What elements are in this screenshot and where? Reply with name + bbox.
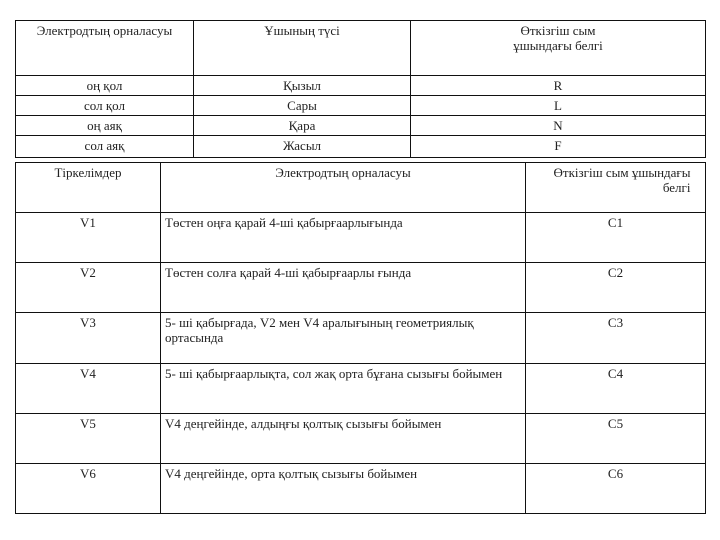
- table-row: [16, 96, 706, 116]
- cell-lead: V3: [16, 313, 161, 364]
- cell-color: Сары: [194, 96, 411, 116]
- cell-mark: R: [411, 76, 706, 96]
- header-wire-mark: [411, 21, 706, 76]
- header-electrode-position: Электродтың орналасуы: [161, 163, 526, 213]
- cell-position: 5- ші қабырғада, V2 мен V4 аралығының геометриялық ортасында: [161, 313, 526, 364]
- cell-lead: V2: [16, 263, 161, 313]
- cell-position: Төстен оңға қарай 4-ші қабырғаарлығында: [161, 213, 526, 263]
- cell-mark: C4: [526, 364, 706, 414]
- cell-position: сол қол: [16, 96, 194, 116]
- cell-color: Қара: [194, 116, 411, 136]
- cell-mark: C1: [526, 213, 706, 263]
- cell-position: оң қол: [16, 76, 194, 96]
- table-header-row: [16, 21, 706, 76]
- cell-lead: V6: [16, 464, 161, 514]
- header-wire-mark-text: Өткізгіш сым ұшындағы белгі: [553, 165, 691, 195]
- cell-mark: C5: [526, 414, 706, 464]
- header-wire-mark: [526, 163, 706, 213]
- chest-lead-table: [15, 162, 706, 514]
- cell-mark: C2: [526, 263, 706, 313]
- cell-position: сол аяқ: [16, 136, 194, 158]
- cell-lead: V5: [16, 414, 161, 464]
- cell-position: V4 деңгейінде, орта қолтық сызығы бойымен: [161, 464, 526, 514]
- header-leads: Тіркелімдер: [16, 163, 161, 213]
- cell-mark: L: [411, 96, 706, 116]
- table-row: [16, 414, 706, 464]
- cell-lead: V1: [16, 213, 161, 263]
- table-row: [16, 464, 706, 514]
- table-row: [16, 76, 706, 96]
- table-row: [16, 313, 706, 364]
- cell-color: Қызыл: [194, 76, 411, 96]
- cell-position: V4 деңгейінде, алдыңғы қолтық сызығы бойымен: [161, 414, 526, 464]
- cell-position: оң аяқ: [16, 116, 194, 136]
- table-row: [16, 213, 706, 263]
- cell-color: Жасыл: [194, 136, 411, 158]
- cell-position: Төстен солға қарай 4-ші қабырғаарлы ғында: [161, 263, 526, 313]
- table-row: [16, 364, 706, 414]
- cell-position: 5- ші қабырғаарлықта, сол жақ орта бұғана сызығы бойымен: [161, 364, 526, 414]
- table-header-row: [16, 163, 706, 213]
- table-row: [16, 136, 706, 158]
- cell-mark: F: [411, 136, 706, 158]
- header-wire-mark-text: Өткізгіш сым ұшындағы белгі: [513, 23, 603, 53]
- cell-mark: C6: [526, 464, 706, 514]
- electrode-color-table: [15, 20, 706, 158]
- cell-mark: C3: [526, 313, 706, 364]
- table-row: [16, 263, 706, 313]
- cell-lead: V4: [16, 364, 161, 414]
- cell-mark: N: [411, 116, 706, 136]
- table-row: [16, 116, 706, 136]
- header-electrode-position: Электродтың орналасуы: [16, 21, 194, 76]
- header-tip-color: Ұшының түсі: [194, 21, 411, 76]
